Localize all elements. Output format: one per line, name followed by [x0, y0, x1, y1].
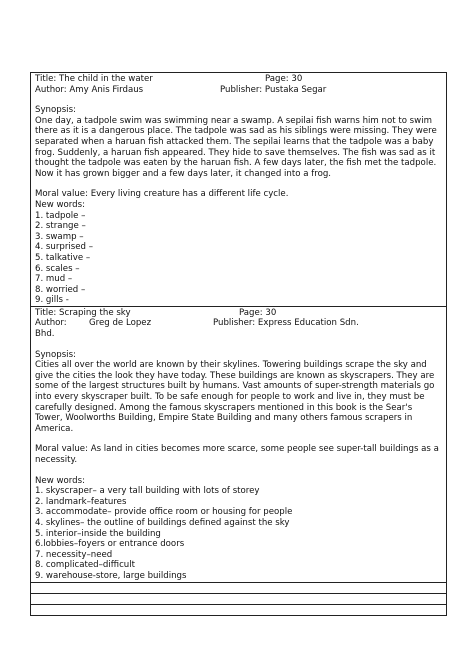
new-word-item: 1. tadpole –: [35, 210, 86, 221]
new-word-item: 3. accommodate– provide office room or housing for people: [35, 507, 293, 518]
new-word-item: 6. scales –: [35, 263, 80, 274]
page-number: Page: 30: [265, 74, 303, 84]
publisher-continued: Bhd.: [35, 329, 55, 340]
author: Author: Amy Anis Firdaus: [35, 84, 144, 95]
synopsis-text: One day, a tadpole swim was swimming near a swamp. A sepilai fish warns him not to swim there as it is a dangerous place. The tadpole was sad as his siblings were missing. They were separated when a haruan fish attacked them. The sepilai learns that the tadpole was a baby frog. Suddenly, a haruan fish appeared. They hide to save themselves. The fish was sad as it thought the tadpole was eaten by the haruan fish. A few days later, the fish met the tadpole. Now it has grown bigger and a few days later, it changed into a frog.: [35, 115, 437, 179]
book-title: Title: Scraping the sky: [35, 307, 131, 318]
new-word-item: 1. skyscraper– a very tall building with lots of storey: [35, 486, 260, 497]
empty-row: [31, 593, 446, 604]
new-word-item: 6.lobbies–foyers or entrance doors: [35, 539, 185, 550]
new-words-heading: New words:: [35, 199, 85, 210]
title-row: [35, 74, 442, 85]
synopsis-heading: Synopsis:: [35, 349, 76, 360]
reading-entry-2: [31, 307, 446, 582]
publisher: Publisher: Pustaka Segar: [220, 84, 327, 95]
reading-entry-1: [31, 73, 446, 306]
new-word-item: 5. interior–inside the building: [35, 528, 161, 539]
moral-value: Moral value: As land in cities becomes more scarce, some people see super-tall buildings as a necessity.: [35, 444, 439, 465]
page-number: Page: 30: [239, 307, 277, 318]
new-word-item: 2. strange –: [35, 221, 86, 232]
new-words-list: [35, 486, 442, 581]
synopsis-heading: Synopsis:: [35, 105, 76, 116]
empty-row: [31, 582, 446, 593]
new-word-item: 8. worried –: [35, 284, 86, 295]
new-word-item: 4. skylines– the outline of buildings defined against the sky: [35, 517, 290, 528]
new-word-item: 4. surprised –: [35, 242, 94, 253]
book-title: Title: The child in the water: [35, 74, 153, 84]
new-word-item: 9. warehouse-store, large buildings: [35, 570, 187, 581]
publisher: Publisher: Express Education Sdn.: [213, 318, 359, 329]
reading-log-table: [30, 72, 447, 616]
new-words-list: [35, 211, 442, 306]
new-word-item: 9. gills -: [35, 295, 69, 306]
synopsis-text: Cities all over the world are known by their skylines. Towering buildings scrape the sky and give the cities the look they have today. These buildings are known as skyscrapers. They are some of the largest structures built by humans. Vast amounts of super-strength materials go into every skyscraper built. To be safe enough for people to work and live in, they must be carefully designed. Among the famous skyscrapers mentioned in this book is the Sear's Tower, Woolworths Building, Empire State Building and many others famous scrapers in America.: [35, 360, 435, 434]
new-word-item: 2. landmark–features: [35, 496, 127, 507]
author-label: Author:: [35, 318, 67, 329]
new-word-item: 8. complicated–difficult: [35, 560, 135, 571]
new-word-item: 7. mud –: [35, 274, 73, 285]
empty-row: [31, 604, 446, 615]
title-row: [35, 308, 442, 319]
new-words-heading: New words:: [35, 475, 85, 486]
author-row: [35, 85, 442, 96]
author-row: [35, 318, 442, 329]
author-name: Greg de Lopez: [89, 318, 152, 329]
new-word-item: 7. necessity–need: [35, 549, 113, 560]
new-word-item: 3. swamp –: [35, 231, 84, 242]
moral-value: Moral value: Every living creature has a different life cycle.: [35, 189, 289, 200]
new-word-item: 5. talkative –: [35, 252, 91, 263]
